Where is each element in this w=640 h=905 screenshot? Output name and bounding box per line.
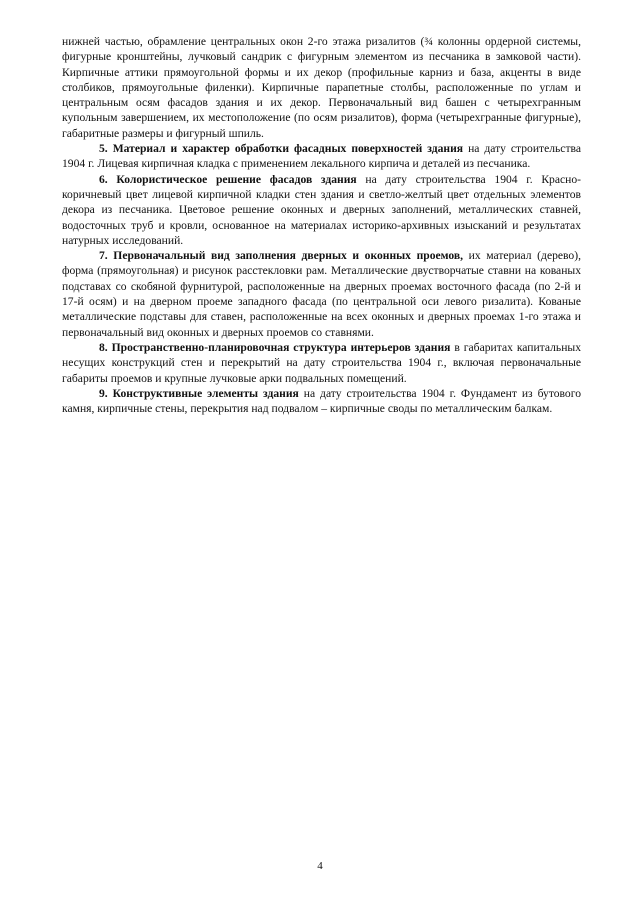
section-8 bbox=[62, 340, 581, 386]
section-9 bbox=[62, 386, 581, 417]
section-number: 6. bbox=[99, 172, 108, 186]
page-number: 4 bbox=[317, 860, 323, 872]
section-number: 9. bbox=[99, 386, 108, 400]
section-body: их материал (дерево), форма (прямоугольная) и рисунок расстекловки рам. Металлические двустворчатые ставни на кованых подставах со скобяной фурнитурой, расположенные на дверных проемах восточного фасада (по 2-й и 17-й осям) и на дверном проеме западного фасада (по центральной оси левого ризалита). Кованые металлические подставы для ставен, расположенные на всех оконных и дверных проемах 1-го этажа и первоначальный вид оконных и дверных проемов со ставнями. bbox=[62, 249, 581, 339]
section-body: на дату строительства 1904 г. Лицевая кирпичная кладка с применением лекального кирпича и деталей из песчаника. bbox=[62, 142, 581, 171]
section-heading: Материал и характер обработки фасадных поверхностей здания bbox=[112, 142, 464, 156]
section-heading: Конструктивные элементы здания bbox=[112, 386, 299, 400]
section-heading: Пространственно-планировочная структура интерьеров здания bbox=[111, 340, 451, 354]
document-page bbox=[62, 34, 581, 416]
intro-paragraph: нижней частью, обрамление центральных окон 2-го этажа ризалитов (¾ колонны ордерной системы, фигурные кронштейны, лучковый сандрик с фигурным элементом из песчаника в замковой части). Кирпичные аттики прямоугольной формы и их декор (профильные карниз и база, акценты в виде столбиков, прямоугольные филенки). Кирпичные парапетные столбы, расположенные по углам и центральным осям фасадов здания и их декор. Первоначальный вид башен с четырехгранным купольным завершением, их местоположение (по осям ризалитов), форма (четырехгранные фигурные), габаритные размеры и фигурный шпиль. bbox=[62, 35, 581, 140]
section-number: 8. bbox=[99, 340, 108, 354]
section-heading: Первоначальный вид заполнения дверных и оконных проемов, bbox=[113, 249, 464, 263]
section-number: 7. bbox=[99, 249, 108, 263]
section-body: на дату строительства 1904 г. Фундамент из бутового камня, кирпичные стены, перекрытия над подвалом – кирпичные своды по металлическим балкам. bbox=[62, 386, 581, 416]
section-heading: Колористическое решение фасадов здания bbox=[116, 172, 357, 186]
section-5 bbox=[62, 141, 581, 172]
section-body: на дату строительства 1904 г. Красно-коричневый цвет лицевой кирпичной кладки стен здания и светло-желтый цвет отдельных элементов декора из песчаника. Цветовое решение оконных и дверных заполнений, металлических ставней, водосточных труб и кровли, основанное на материалах историко-архивных изысканий и результатах натурных исследований. bbox=[62, 172, 582, 247]
section-body: в габаритах капитальных несущих конструкций стен и перекрытий на дату строительства 1904 г., включая первоначальные габариты проемов и крупные лучковые арки подвальных помещений. bbox=[62, 340, 582, 385]
section-7 bbox=[62, 248, 581, 340]
section-number: 5. bbox=[99, 142, 108, 156]
section-6 bbox=[62, 172, 581, 248]
